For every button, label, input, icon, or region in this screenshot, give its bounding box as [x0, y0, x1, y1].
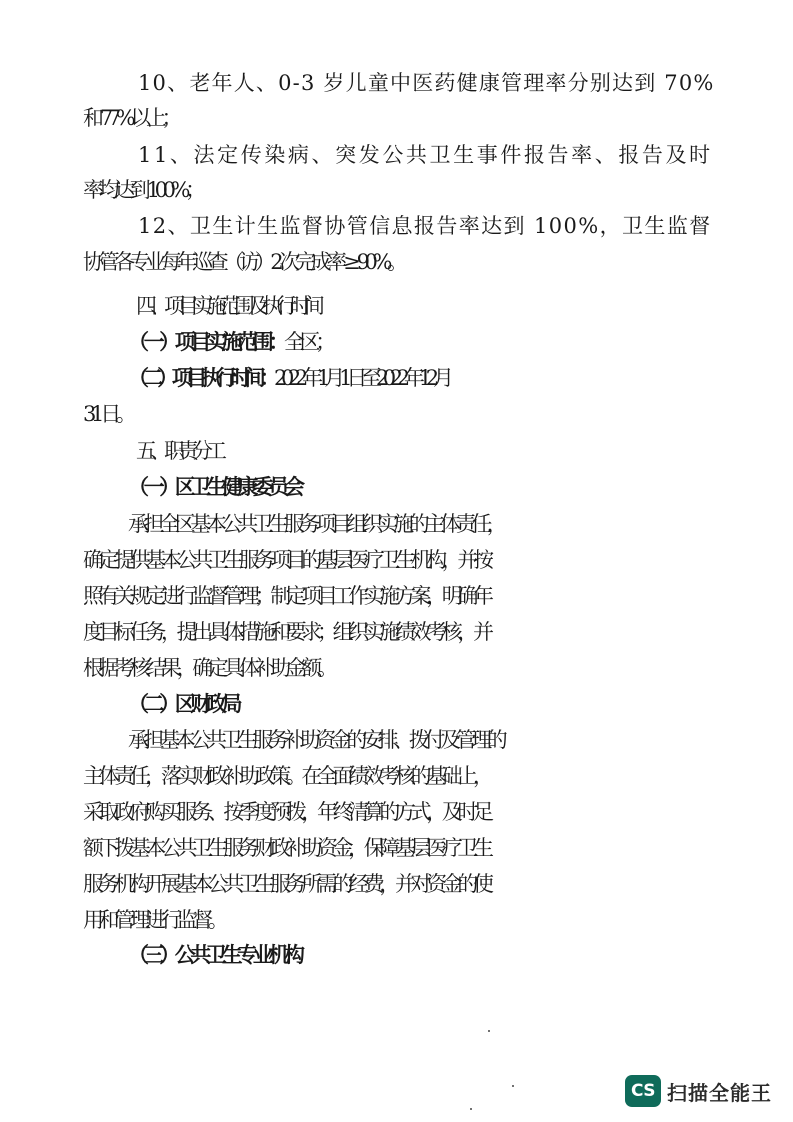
scope-value: 全区；	[284, 330, 331, 354]
para-2-line-6: 用和管理进行监督。	[83, 908, 224, 932]
para-2-line-5: 服务机构开展基本公共卫生服务所需的经费，并对资金的使	[83, 872, 489, 896]
item-10-line-1: 10、老年人、0-3 岁儿童中医药健康管理率分别达到 70%	[138, 71, 715, 95]
section-4-heading: 四、项目实施范围及执行时间	[136, 294, 318, 318]
time-value: 2022 年 1 月 1 日至 2022 年 12 月	[274, 366, 448, 390]
para-2-line-1: 承担基本公共卫生服务补助资金的安排、拨付及管理的	[128, 728, 503, 752]
para-1-line-1: 承担全区基本公共卫生服务项目组织实施的主体责任，	[128, 512, 503, 536]
item-10-line-2: 和 77%以上；	[83, 106, 178, 130]
item-11-line-1: 11、法定传染病、突发公共卫生事件报告率、报告及时	[138, 143, 713, 167]
subsection-2-heading: （二）区财政局	[128, 691, 238, 716]
para-1-line-5: 根据考核结果，确定具体补助金额。	[83, 656, 333, 680]
watermark-brand: 扫描全能王	[667, 1080, 772, 1105]
item-12-line-2: 协管各专业每年巡查（访）2 次完成率 ≥ 90%。	[83, 250, 403, 274]
scope-label: （一）项目实施范围：	[128, 329, 284, 354]
subsection-1-heading: （一）区卫生健康委员会	[128, 474, 300, 499]
time-line-2: 31 日。	[83, 402, 132, 426]
scope-line	[128, 327, 793, 357]
camscanner-logo-icon: CS	[625, 1075, 661, 1107]
para-1-line-2: 确定提供基本公共卫生服务项目的基层医疗卫生机构，并按	[83, 548, 489, 572]
scan-speck	[512, 1085, 514, 1087]
para-2-line-4: 额下拨基本公共卫生服务财政补助资金，保障基层医疗卫生	[83, 836, 489, 860]
time-label: （二）项目执行时间：	[128, 365, 274, 390]
para-1-line-3: 照有关规定进行监督管理；制定项目工作实施方案，明确年	[83, 584, 489, 608]
item-12-line-1: 12、卫生计生监督协管信息报告率达到 100%，卫生监督	[138, 214, 712, 238]
camscanner-watermark	[625, 1073, 772, 1109]
para-2-line-2: 主体责任，落实财政补助政策。在全面绩效考核的基础上，	[83, 764, 489, 788]
subsection-3-heading: （三）公共卫生专业机构	[128, 942, 300, 967]
item-11-line-2: 率均达到 100%；	[83, 178, 201, 202]
para-1-line-4: 度目标任务，提出具体措施和要求；组织实施绩效考核，并	[83, 620, 489, 644]
time-line-1	[128, 363, 793, 393]
section-5-heading: 五、职责分工	[136, 439, 220, 463]
para-2-line-3: 采取政府购买服务、按季度预拨，年终清算的方式，及时足	[83, 800, 489, 824]
scan-speck	[470, 1108, 472, 1110]
scan-speck	[488, 1030, 490, 1032]
